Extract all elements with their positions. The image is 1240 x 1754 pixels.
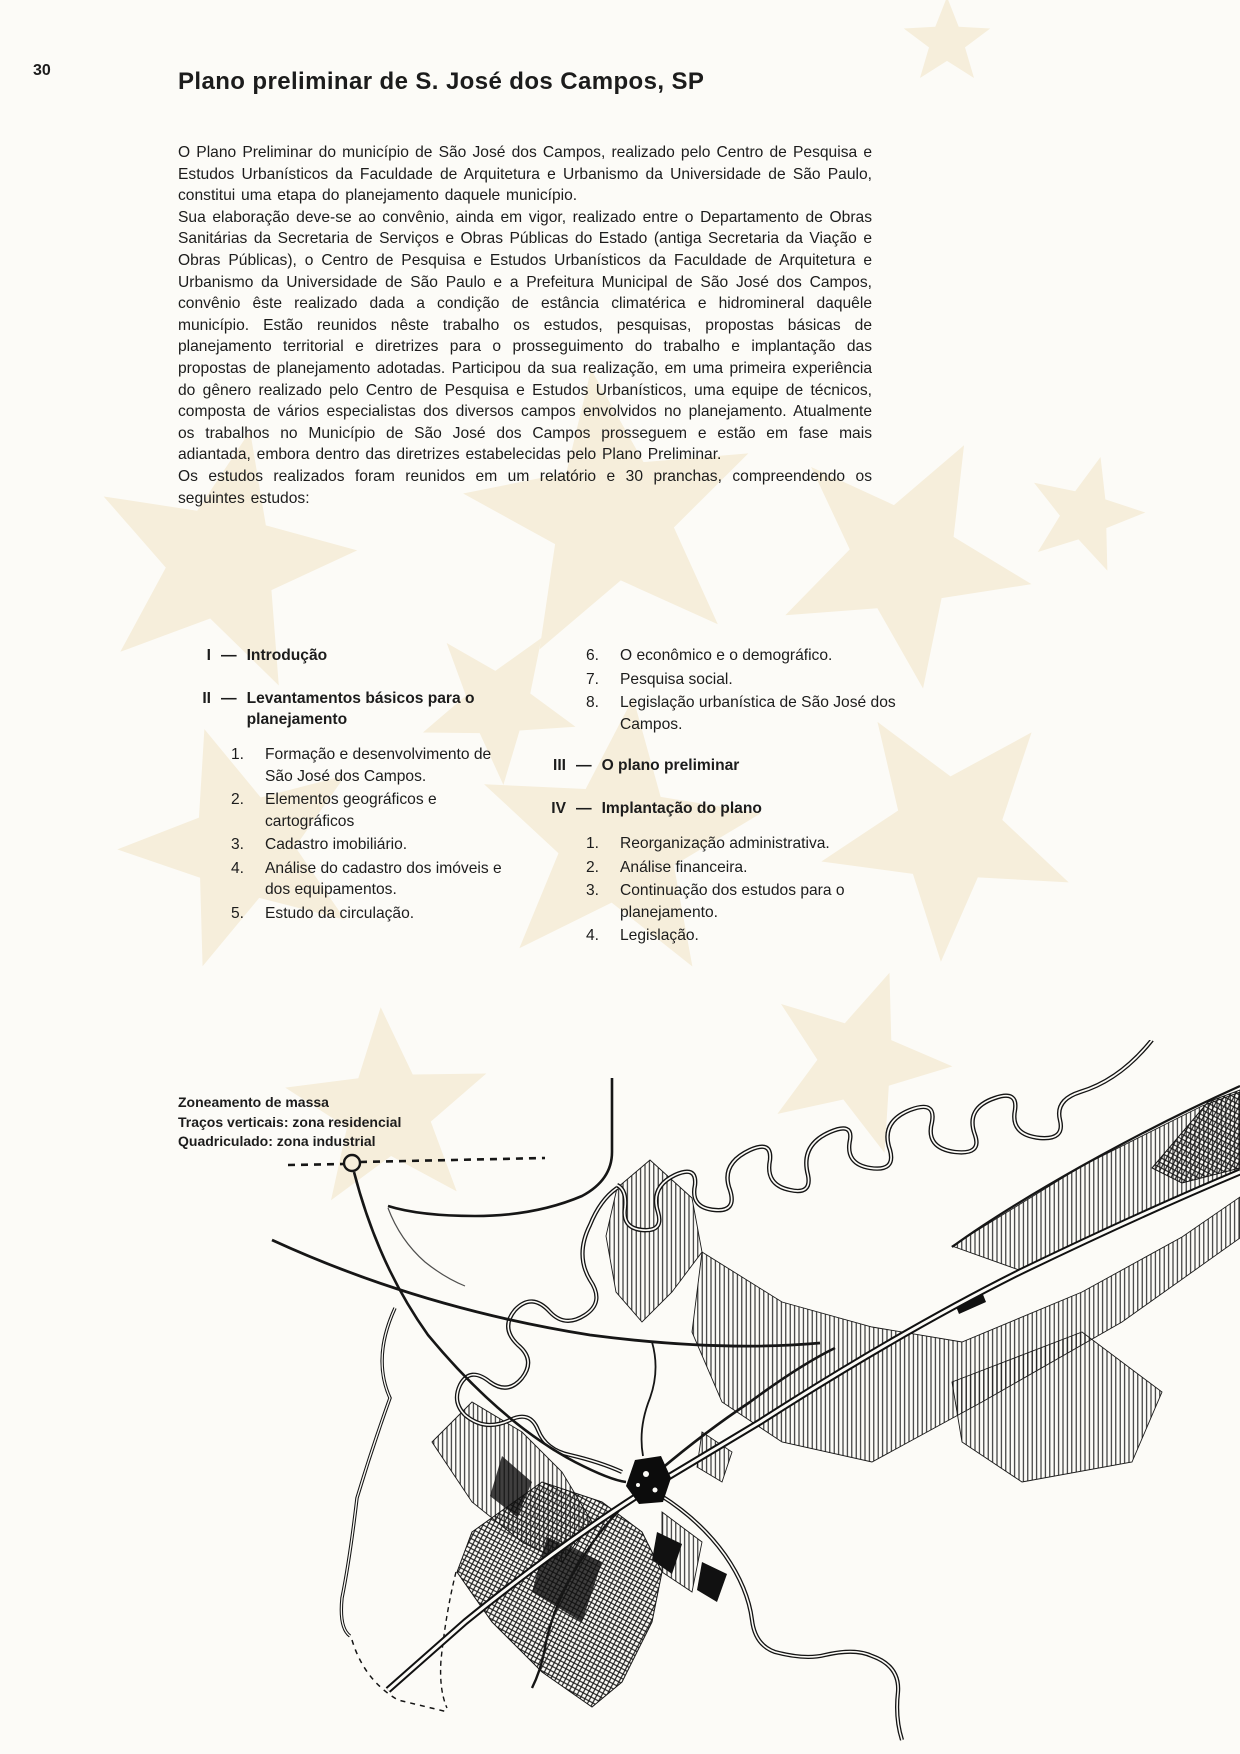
outline-item-number: 4.	[586, 927, 600, 944]
outline-section	[185, 688, 520, 924]
outline-item-text: Estudo da circulação.	[265, 904, 415, 922]
outline-section-heading	[185, 645, 520, 666]
zoning-map	[260, 1040, 1240, 1754]
paragraph: O Plano Preliminar do município de São José dos Campos, realizado pelo Centro de Pesquisa e Estudos Urbanísticos da Faculdade de Arquitetura e Urbanismo da Universidade de São Paulo, constitui uma etapa do planejamento daquele município.	[178, 144, 872, 205]
section-dash: —	[576, 757, 592, 774]
outline-item	[586, 925, 910, 947]
outline-item-text: Análise financeira.	[620, 858, 748, 876]
outline-item	[586, 880, 910, 923]
outline-left-column	[185, 645, 520, 946]
outline-item-text: Legislação.	[620, 927, 699, 944]
outline-section-heading	[540, 798, 910, 819]
outline-right-sections	[540, 755, 910, 947]
section-numeral: I	[206, 647, 211, 664]
paragraph: Sua elaboração deve-se ao convênio, ainda em vigor, realizado entre o Departamento de Obras Sanitárias da Secretaria de Serviços e Obras Públicas do Estado (antiga Secretaria da Viação e Obras Públicas), o Centro de Pesquisa e Estudos Urbanísticos da Faculdade de Arquitetura e Urbanismo da Universidade de São Paulo e a Prefeitura Municipal de São José dos Campos, convênio êste realizado dada a condição de estância climatérica e hidromineral daquêle município. Estão reunidos nêste trabalho os estudos, pesquisas, propostas básicas de planejamento territorial e diretrizes para o prosseguimento do trabalho e implantação das propostas de planejamento adotadas. Participou da sua realização, em uma primeira experiência do gênero realizado pelo Centro de Pesquisa e Estudos Urbanísticos, uma equipe de técnicos, composta de vários especialistas dos diversos campos envolvidos no planejamento. Atualmente os trabalhos no Município de São José dos Campos prosseguem e estão em fase mais adiantada, embora dentro das diretrizes estabelecidas pelo Plano Preliminar.	[178, 208, 872, 464]
outline-item	[231, 834, 520, 856]
dashed-road	[288, 1158, 545, 1165]
outline-item-number: 6.	[586, 647, 600, 664]
outline-item-number: 8.	[586, 694, 600, 711]
section-numeral: IV	[551, 800, 566, 817]
outline-item-number: 1.	[586, 835, 600, 852]
outline-item-text: O econômico e o demográfico.	[620, 647, 833, 664]
outline-item	[231, 744, 520, 787]
outline-item-text: Formação e desenvolvimento de São José dos Campos.	[265, 746, 492, 785]
outline-item-text: Pesquisa social.	[620, 670, 733, 688]
outline-item-number: 2.	[586, 858, 600, 876]
section-title: Introdução	[246, 647, 328, 664]
roundabout	[344, 1155, 360, 1171]
outline-item-number: 3.	[586, 882, 600, 899]
map-caption-line-1: Zoneamento de massa	[178, 1094, 329, 1110]
outline-item	[231, 789, 520, 832]
outline-item-number: 3.	[231, 836, 245, 853]
outline-item	[586, 645, 910, 667]
article-body	[178, 142, 872, 509]
outline-item-text: Elementos geográficos e cartográficos	[265, 791, 437, 830]
page-title: Plano preliminar de S. José dos Campos, SP	[178, 68, 705, 96]
outline-section-heading	[185, 688, 520, 730]
outline-item	[586, 833, 910, 855]
paragraph: Os estudos realizados foram reunidos em um relatório e 30 pranchas, compreendendo os seguintes estudos:	[178, 467, 872, 507]
outline-section	[185, 645, 520, 666]
outline-item-number: 5.	[231, 904, 245, 922]
section-title: Implantação do plano	[601, 800, 762, 817]
map-caption-line-3: Quadriculado: zona industrial	[178, 1133, 376, 1149]
outline-section	[540, 798, 910, 947]
outline-item-text: Continuação dos estudos para o planejamento.	[620, 882, 845, 921]
outline-items-continued	[540, 645, 910, 735]
outline-right-column	[540, 645, 910, 969]
outline-item	[586, 692, 910, 735]
outline-item-text: Análise do cadastro dos imóveis e dos equipamentos.	[265, 859, 502, 898]
outline-section-items	[540, 833, 910, 947]
outline-item	[586, 857, 910, 879]
section-dash: —	[221, 690, 237, 707]
section-title: O plano preliminar	[601, 757, 740, 774]
zoning-map-svg	[260, 1040, 1240, 1754]
page-number: 30	[33, 62, 51, 79]
outline-section-heading	[540, 755, 910, 776]
outline-item-number: 7.	[586, 670, 600, 688]
map-caption-line-2: Traços verticais: zona residencial	[178, 1113, 402, 1130]
outline-item	[231, 858, 520, 901]
outline-item-number: 4.	[231, 859, 245, 877]
section-numeral: II	[202, 690, 211, 707]
outline-item-text: Reorganização administrativa.	[620, 835, 830, 852]
minor-road	[642, 1342, 656, 1456]
outline-section	[540, 755, 910, 776]
section-title: Levantamentos básicos para o planejamento	[246, 690, 475, 728]
outline-item-number: 2.	[231, 791, 245, 808]
section-dash: —	[221, 647, 237, 664]
outline-item-number: 1.	[231, 746, 245, 763]
outline-item-text: Legislação urbanística de São José dos Campos.	[620, 694, 896, 733]
outline-section-items	[185, 744, 520, 924]
section-dash: —	[576, 800, 592, 817]
outline-item	[231, 903, 520, 925]
stream	[341, 1308, 456, 1712]
north-road	[388, 1078, 612, 1216]
creek-line	[388, 1208, 465, 1286]
outline-item	[586, 669, 910, 691]
outline-item-text: Cadastro imobiliário.	[265, 836, 408, 853]
section-numeral: III	[553, 757, 566, 774]
